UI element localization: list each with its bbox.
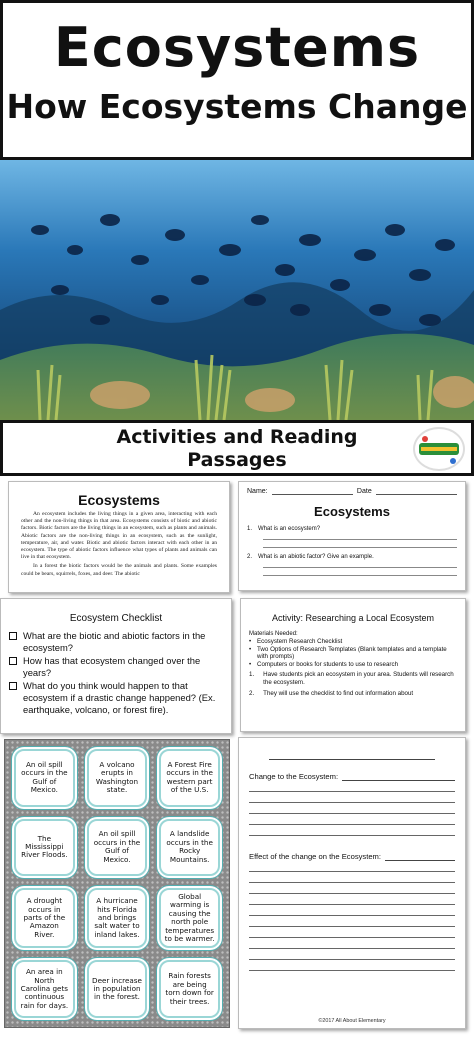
checkbox-icon xyxy=(9,632,17,640)
task-card-text: Global warming is causing the north pole temperatures to be warmer. xyxy=(164,892,215,944)
checklist-item xyxy=(9,655,223,679)
step-number: 1. xyxy=(249,671,255,679)
questions-worksheet-page xyxy=(238,481,466,591)
date-line xyxy=(376,488,457,495)
writing-line xyxy=(249,949,455,960)
materials-item xyxy=(249,646,457,661)
subtitle: How Ecosystems Change xyxy=(6,87,468,126)
task-card-text: Deer increase in population in the forest. xyxy=(92,975,142,1002)
task-card xyxy=(14,888,75,948)
materials-text: Ecosystem Research Checklist xyxy=(257,638,343,645)
change-worksheet-page xyxy=(238,737,466,1029)
activity-title: Activity: Researching a Local Ecosystem xyxy=(271,613,435,623)
task-card xyxy=(159,819,220,877)
question-number: 2. xyxy=(247,554,253,560)
task-card-text: A hurricane hits Florida and brings salt water to inland lakes. xyxy=(94,896,140,939)
answer-line xyxy=(263,560,457,568)
bullet-icon: • xyxy=(249,645,252,653)
change-prompt xyxy=(249,772,455,781)
checklist-title: Ecosystem Checklist xyxy=(69,613,163,624)
step-item xyxy=(249,690,457,698)
question-number: 1. xyxy=(247,526,253,532)
writing-line xyxy=(249,927,455,938)
task-card xyxy=(14,819,75,877)
passage-paragraph: An ecosystem includes the living things in a given area, interacting with each other and the non-living things in that area. Ecosystems consists of biotic and abiotic factors. Biotic factors are the living things in an ecosystem, such as plants and animals. Abiotic factors are the non-living things in an ecosystem, such as the sunlight, temperature, air, and water. Biotic and abiotic factors interact with each other in an ecosystem. The type of abiotic factors influence what types of plants and animals can live in that ecosystem. xyxy=(21,511,217,561)
activities-banner xyxy=(0,420,474,476)
bullet-icon: • xyxy=(249,638,252,645)
copyright-footer: ©2017 All About Elementary xyxy=(318,1018,386,1024)
step-item xyxy=(249,671,457,686)
writing-line xyxy=(249,803,455,814)
checklist-text: How has that ecosystem changed over the years? xyxy=(23,655,201,678)
task-card xyxy=(87,888,148,948)
task-card xyxy=(87,749,148,807)
worksheet-title: Ecosystems xyxy=(314,504,390,519)
writing-line xyxy=(249,781,455,792)
task-card-text: Rain forests are being torn down for their trees. xyxy=(165,971,214,1006)
step-number: 2. xyxy=(249,689,255,697)
task-card-text: An oil spill occurs in the Gulf of Mexico. xyxy=(21,759,68,795)
answer-line xyxy=(263,540,457,548)
checklist-item xyxy=(9,630,223,654)
step-text: Have students pick an ecosystem in your area. Students will research the ecosystem. xyxy=(263,671,454,686)
effect-prompt xyxy=(249,852,455,861)
brand-logo-art xyxy=(415,429,463,469)
question-text: What is an ecosystem? xyxy=(258,526,321,532)
question-text: What is an abiotic factor? Give an example. xyxy=(258,554,374,560)
writing-line xyxy=(385,853,455,861)
task-card xyxy=(159,749,220,807)
task-card xyxy=(14,960,75,1018)
writing-line xyxy=(249,960,455,971)
writing-line xyxy=(249,872,455,883)
task-card-text: An oil spill occurs in the Gulf of Mexico. xyxy=(93,829,141,864)
answer-line xyxy=(263,532,457,540)
passage-paragraph: In a forest the biotic factors would be the animals and plants. Some examples could be bears, squirrels, foxes, and deer. The abiotic xyxy=(21,563,217,577)
name-line xyxy=(272,488,353,495)
task-card xyxy=(87,960,148,1018)
writing-line xyxy=(249,938,455,949)
task-card xyxy=(14,749,75,807)
reef-illustration xyxy=(0,160,474,420)
brand-logo xyxy=(413,427,465,471)
activity-page xyxy=(240,598,466,732)
task-card xyxy=(159,888,220,948)
step-text: They will use the checklist to find out information about xyxy=(263,689,414,697)
writing-line xyxy=(249,905,455,916)
writing-line xyxy=(249,861,455,872)
answer-line xyxy=(263,568,457,576)
change-label: Change to the Ecosystem: xyxy=(249,772,339,781)
task-card xyxy=(159,960,220,1018)
banner-line-1: Activities and Reading xyxy=(116,426,358,448)
date-label: Date xyxy=(356,488,372,495)
main-title: Ecosystems xyxy=(53,16,421,79)
materials-item xyxy=(249,638,457,646)
task-card xyxy=(87,819,148,877)
task-card-text: A landslide occurs in the Rocky Mountains. xyxy=(166,829,213,864)
task-card-text: A drought occurs in parts of the Amazon River. xyxy=(23,896,66,939)
passage-title: Ecosystems xyxy=(78,492,160,508)
writing-line xyxy=(249,894,455,905)
task-card-text: A Forest Fire occurs in the western part of the U.S. xyxy=(166,759,213,795)
checkbox-icon xyxy=(9,682,17,690)
bullet-icon: • xyxy=(249,660,252,668)
banner-line-2: Passages xyxy=(187,449,287,471)
coral-reef-photo xyxy=(0,160,474,420)
materials-text: Two Options of Research Templates (Blank templates and a template with prompts) xyxy=(257,645,447,661)
materials-item xyxy=(249,661,457,669)
task-card-text: The Mississippi River Floods. xyxy=(21,833,68,860)
checklist-item xyxy=(9,680,223,716)
writing-line xyxy=(249,916,455,927)
ecosystem-name-line xyxy=(269,746,435,760)
writing-line xyxy=(249,825,455,836)
writing-line xyxy=(342,773,455,781)
title-header xyxy=(0,0,474,160)
effect-label: Effect of the change on the Ecosystem: xyxy=(249,852,381,861)
checklist-page xyxy=(0,598,232,734)
task-card-text: An area in North Carolina gets continuous rain for days. xyxy=(20,967,69,1010)
reading-passage-page xyxy=(8,481,230,593)
writing-line xyxy=(249,883,455,894)
materials-label: Materials Needed: xyxy=(249,631,298,637)
task-card-text: A volcano erupts in Washington state. xyxy=(95,759,139,795)
checklist-text: What are the biotic and abiotic factors in the ecosystem? xyxy=(23,630,206,653)
writing-line xyxy=(249,814,455,825)
task-cards-sheet xyxy=(4,739,230,1028)
name-label: Name: xyxy=(247,488,268,495)
checklist-text: What do you think would happen to that ecosystem if a drastic change happened? (Ex. earthquake, volcano, or forest fire). xyxy=(23,680,216,715)
writing-line xyxy=(249,792,455,803)
checkbox-icon xyxy=(9,657,17,665)
materials-text: Computers or books for students to use to research xyxy=(257,660,399,668)
